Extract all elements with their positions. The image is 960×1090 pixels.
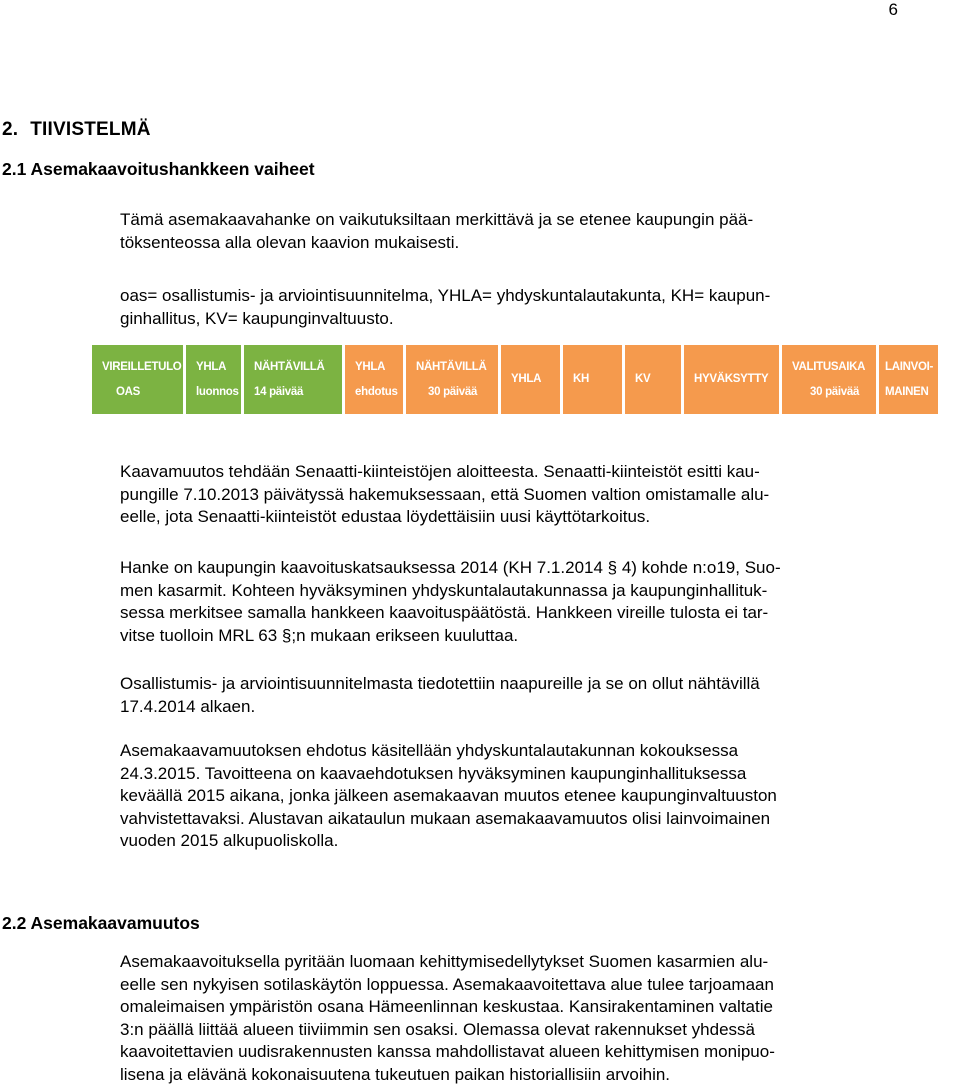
phase-kv bbox=[625, 345, 681, 414]
text-line: lisena ja elävänä kokonaisuutena tukeutuen paikan historiallisiin arvoihin. bbox=[120, 1064, 671, 1084]
phase-sublabel: 30 päivää bbox=[810, 385, 860, 398]
text-line: vahvistettavaksi. Alustavan aikataulun mukaan asemakaavamuutos olisi lainvoimainen bbox=[120, 808, 771, 828]
abbreviations-paragraph bbox=[120, 285, 910, 330]
phase-sublabel: ehdotus bbox=[355, 385, 398, 398]
phase-kh bbox=[563, 345, 622, 414]
text-line: Asemakaavoituksella pyritään luomaan kehittymisedellytykset Suomen kasarmien alu- bbox=[120, 952, 769, 971]
phase-label: HYVÄKSYTTY bbox=[694, 373, 769, 386]
text-line: pungille 7.10.2013 päivätyssä hakemuksessaan, että Suomen valtion omistamalle alu- bbox=[120, 484, 770, 504]
phase-label: YHLA bbox=[196, 361, 227, 374]
page-number: 6 bbox=[888, 0, 898, 19]
phase-label: VALITUSAIKA bbox=[792, 361, 866, 374]
phase-nahtavilla-30 bbox=[406, 345, 498, 414]
phase-label: KV bbox=[635, 373, 651, 386]
schedule-paragraph bbox=[120, 740, 910, 853]
phase-label: YHLA bbox=[511, 373, 542, 386]
text-line: Kaavamuutos tehdään Senaatti-kiinteistöjen aloitteesta. Senaatti-kiinteistöt esitti kau- bbox=[120, 462, 760, 481]
section-title: TIIVISTELMÄ bbox=[30, 119, 151, 140]
phase-label: LAINVOI- bbox=[885, 361, 934, 374]
phase-lainvoimainen bbox=[879, 345, 938, 414]
phase-sublabel: 14 päivää bbox=[254, 385, 304, 398]
text-line: Osallistumis- ja arviointisuunnitelmasta tiedotettiin naapureille ja se on ollut nähtävillä bbox=[120, 674, 760, 693]
phase-vireilletulo bbox=[92, 345, 183, 414]
text-line: men kasarmit. Kohteen hyväksyminen yhdyskuntalautakunnassa ja kaupunginhallituk- bbox=[120, 580, 768, 600]
text-line: vitse tuolloin MRL 63 §;n mukaan erikseen kuuluttaa. bbox=[120, 625, 519, 645]
intro-paragraph bbox=[120, 209, 910, 254]
text-line: sessa merkitsee samalla hankkeen kaavoituspäätöstä. Hankkeen vireille tulosta ei tar- bbox=[120, 603, 769, 622]
phase-sublabel: luonnos bbox=[196, 385, 239, 398]
text-line: töksenteossa alla olevan kaavion mukaisesti. bbox=[120, 232, 460, 252]
phase-hyvaksytty bbox=[684, 345, 779, 414]
text-line: vuoden 2015 alkupuoliskolla. bbox=[120, 831, 339, 850]
text-line: keväällä 2015 aikana, jonka jälkeen asemakaavan muutos etenee kaupunginvaltuuston bbox=[120, 786, 777, 805]
phase-label: NÄHTÄVILLÄ bbox=[416, 361, 487, 374]
phase-yhla-ehdotus bbox=[345, 345, 403, 414]
initiative-paragraph bbox=[120, 461, 910, 529]
phase-label: NÄHTÄVILLÄ bbox=[254, 361, 325, 374]
planning-review-paragraph bbox=[120, 557, 910, 647]
process-phase-diagram bbox=[92, 345, 958, 414]
phase-label: YHLA bbox=[355, 361, 386, 374]
phase-sublabel: OAS bbox=[116, 385, 141, 398]
text-line: oas= osallistumis- ja arviointisuunnitelma, YHLA= yhdyskuntalautakunta, KH= kaupun- bbox=[120, 286, 771, 305]
text-line: kaavoitettavien uudisrakennusten kanssa mahdollistavat alueen kehittymisen monipuo- bbox=[120, 1042, 775, 1061]
phase-sublabel: 30 päivää bbox=[428, 385, 478, 398]
text-line: 3:n päällä liittää alueen tiiviimmin sen osaksi. Olemassa olevat rakennukset yhdessä bbox=[120, 1019, 755, 1039]
plan-change-paragraph bbox=[120, 951, 910, 1086]
phase-yhla bbox=[501, 345, 560, 414]
phase-yhla-luonnos bbox=[186, 345, 241, 414]
text-line: eelle, jota Senaatti-kiinteistöt edustaa löydettäisiin uusi käyttötarkoitus. bbox=[120, 507, 651, 526]
text-line: Asemakaavamuutoksen ehdotus käsitellään yhdyskuntalautakunnan kokouksessa bbox=[120, 741, 739, 760]
phase-valitusaika bbox=[782, 345, 876, 414]
phase-label: VIREILLETULO bbox=[102, 361, 182, 374]
subsection-heading-asemakaavamuutos: 2.2 Asemakaavamuutos bbox=[2, 913, 200, 933]
section-number: 2. bbox=[2, 119, 19, 140]
text-line: omaleimaisen ympäristön osana Hämeenlinnan keskustaa. Kansirakentaminen valtatie bbox=[120, 997, 773, 1016]
text-line: 17.4.2014 alkaen. bbox=[120, 696, 256, 716]
phase-sublabel: MAINEN bbox=[885, 385, 929, 398]
text-line: 24.3.2015. Tavoitteena on kaavaehdotuksen hyväksyminen kaupunginhallituksessa bbox=[120, 763, 747, 783]
phase-label: KH bbox=[573, 373, 590, 386]
text-line: ginhallitus, KV= kaupunginvaltuusto. bbox=[120, 308, 394, 328]
text-line: Tämä asemakaavahanke on vaikutuksiltaan merkittävä ja se etenee kaupungin pää- bbox=[120, 210, 754, 229]
section-heading-tiivistelma bbox=[2, 119, 151, 141]
text-line: Hanke on kaupungin kaavoituskatsauksessa 2014 (KH 7.1.2014 § 4) kohde n:o19, Suo- bbox=[120, 558, 781, 577]
phase-nahtavilla-14 bbox=[244, 345, 342, 414]
participation-paragraph bbox=[120, 673, 910, 718]
subsection-heading-vaiheet: 2.1 Asemakaavoitushankkeen vaiheet bbox=[2, 159, 315, 179]
text-line: eelle sen nykyisen sotilaskäytön loppuessa. Asemakaavoitettava alue tulee tarjoamaan bbox=[120, 974, 774, 994]
